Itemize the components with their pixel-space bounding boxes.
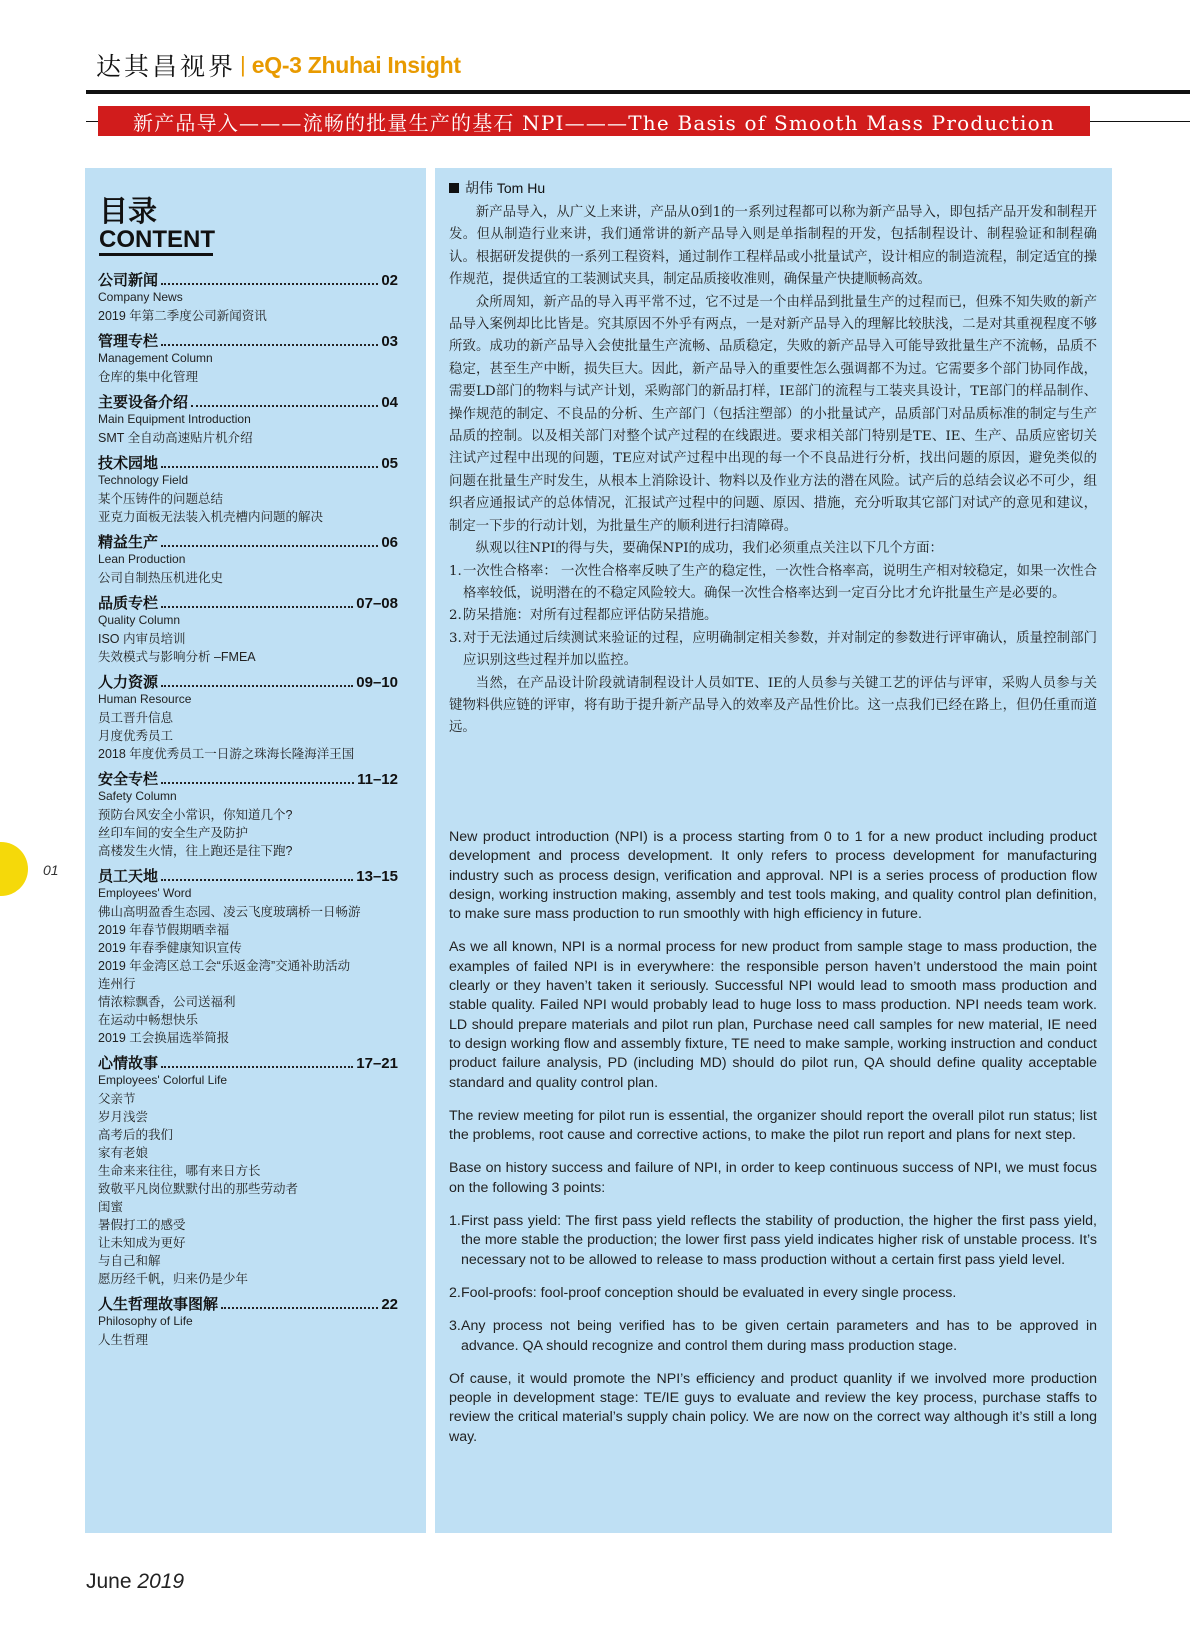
toc-entry-page: 02 xyxy=(381,272,398,289)
toc-entry-title: 精益生产 xyxy=(98,534,159,551)
toc-title-underline xyxy=(99,253,213,256)
toc-entry-heading xyxy=(98,394,398,412)
toc-entry[interactable] xyxy=(98,674,398,763)
toc-entry-title: 人生哲理故事图解 xyxy=(98,1296,219,1313)
toc-title-en: CONTENT xyxy=(99,226,215,253)
cn-closing: 当然，在产品设计阶段就请制程设计人员如TE、IE的人员参与关键工艺的评估与评审，采购人员参与关键物料供应链的评审，将有助于提升新产品导入的效率及产品性价比。这一点我们已经在路上，但仍任重而道远。 xyxy=(449,675,1097,736)
toc-entry-page: 06 xyxy=(381,534,398,551)
toc-subitem: 丝印车间的安全生产及防护 xyxy=(98,826,249,840)
toc-entry-en: Philosophy of Life xyxy=(98,1314,193,1328)
toc-leader-dots xyxy=(161,606,353,608)
en-paragraph: New product introduction (NPI) is a process starting from 0 to 1 for a new product including product development and process development. It only refers to process development for manufacturing industry such as process design, verification and approval. NPI is a series process of production flow design, working instruction making, assembly and test tools making, and quality control plan definition, to make sure mass production to run smoothly with high efficiency in future. xyxy=(449,829,1097,923)
cn-point-number: 2. xyxy=(449,608,462,624)
toc-entry-en: Main Equipment Introduction xyxy=(98,412,251,426)
magazine-title-cn: 达其昌视界 xyxy=(96,52,237,81)
toc-subitem: 2019 工会换届选举简报 xyxy=(98,1031,230,1045)
toc-subitem: 家有老娘 xyxy=(98,1146,149,1160)
cn-paragraph: 纵观以往NPI的得与失，要确保NPI的成功，我们必须重点关注以下几个方面： xyxy=(475,541,943,557)
toc-subitem: 高考后的我们 xyxy=(98,1128,174,1142)
page-marker-dot xyxy=(0,842,28,896)
en-paragraph: As we all known, NPI is a normal process for new product from sample stage to mass production, the examples of failed NPI is in everywhere: the responsible person haven’t understood the main point clearly or they haven’t taken it seriously. Successful NPI would lead to smooth mass production and stable quality. Failed NPI would probably lead to huge loss to mass production. NPI needs team work. LD should prepare materials and pilot run plan, Purchase need call samples for new material, IE need to design working flow and assembly fixture, TE need to make sample, working instruction and conduct product failure analysis, PD (including MD) should do pilot run, QA should define quality acceptable standard and quality control plan. xyxy=(449,939,1097,1091)
cn-point-text: 对于无法通过后续测试来验证的过程，应明确制定相关参数，并对制定的参数进行评审确认，质量控制部门应识别这些过程并加以监控。 xyxy=(463,630,1097,669)
article-panel xyxy=(435,168,1112,1533)
toc-leader-dots xyxy=(221,1307,378,1309)
cn-point-text: 防呆措施：对所有过程都应评估防呆措施。 xyxy=(463,608,718,624)
toc-subitem: 2019 年春节假期晒幸福 xyxy=(98,923,230,937)
toc-entry-heading xyxy=(98,1055,398,1073)
toc-entry-title: 心情故事 xyxy=(98,1055,159,1072)
toc-subitem: 2019 年春季健康知识宣传 xyxy=(98,941,242,955)
toc-entry-heading xyxy=(98,595,398,613)
toc-entry-title: 公司新闻 xyxy=(98,272,159,289)
article-body-en xyxy=(449,828,1097,1461)
toc-subitem: 在运动中畅想快乐 xyxy=(98,1013,199,1027)
byline xyxy=(449,178,545,198)
toc-entry-en: Human Resource xyxy=(98,692,192,706)
toc-entry-page: 13–15 xyxy=(356,868,398,885)
toc-entry-heading xyxy=(98,868,398,886)
toc-subitem: 预防台风安全小常识，你知道几个? xyxy=(98,808,293,822)
toc-entry-page: 11–12 xyxy=(357,771,398,788)
toc-subitem: 闺蜜 xyxy=(98,1200,124,1214)
toc-subitem: 让未知成为更好 xyxy=(98,1236,186,1250)
toc-entry-title: 员工天地 xyxy=(98,868,159,885)
toc-entry-title: 主要设备介绍 xyxy=(98,394,189,411)
en-paragraph: Base on history success and failure of NPI, in order to keep continuous success of NPI, we must focus on the following 3 points: xyxy=(449,1160,1097,1196)
toc-entry-page: 07–08 xyxy=(356,595,398,612)
footer-month: June xyxy=(86,1570,132,1593)
toc-subitem: 致敬平凡岗位默默付出的那些劳动者 xyxy=(98,1182,299,1196)
toc-subitem: 生命来来往往，哪有来日方长 xyxy=(98,1164,261,1178)
toc-entry-title: 技术园地 xyxy=(98,455,159,472)
toc-heading xyxy=(99,195,215,256)
en-paragraph: The review meeting for pilot run is essential, the organizer should report the overall pilot run status; list the problems, root cause and corrective actions, to make the pilot run report and plans for next step. xyxy=(449,1107,1097,1144)
cn-point xyxy=(449,605,1097,627)
toc-subitem: 员工晋升信息 xyxy=(98,711,174,725)
toc-leader-dots xyxy=(161,685,353,687)
toc-entry-title: 安全专栏 xyxy=(98,771,159,788)
footer-date xyxy=(86,1570,184,1594)
toc-entry[interactable] xyxy=(98,394,398,447)
toc-entry-en: Employees' Word xyxy=(98,886,192,900)
article-body-cn xyxy=(449,202,1097,740)
toc-entry-heading xyxy=(98,455,398,473)
toc-leader-dots xyxy=(161,879,353,881)
toc-subitem: SMT 全自动高速贴片机介绍 xyxy=(98,431,253,445)
cn-point xyxy=(449,561,1097,606)
en-point-number: 3. xyxy=(449,1318,461,1335)
toc-subitem: 佛山高明盈香生态园、凌云飞度玻璃桥一日畅游 xyxy=(98,905,361,919)
en-point-text: Fool-proofs: fool-proof conception should be evaluated in every single process. xyxy=(461,1284,957,1301)
toc-subitem: 连州行 xyxy=(98,977,136,991)
toc-subitem: 与自己和解 xyxy=(98,1254,161,1268)
footer-year: 2019 xyxy=(137,1570,185,1593)
toc-entry[interactable] xyxy=(98,1055,398,1288)
toc-entry-page: 09–10 xyxy=(356,674,398,691)
toc-subitem: 亚克力面板无法装入机壳槽内问题的解决 xyxy=(98,510,324,524)
header-rule xyxy=(86,90,1190,94)
toc-subitem: 2019 年第二季度公司新闻资讯 xyxy=(98,309,267,323)
toc-leader-dots xyxy=(161,283,378,285)
toc-entry-title: 管理专栏 xyxy=(98,333,159,350)
en-point-number: 1. xyxy=(449,1213,461,1230)
author-name: 胡伟 Tom Hu xyxy=(465,180,546,196)
toc-entry-en: Employees' Colorful Life xyxy=(98,1073,228,1087)
toc-subitem: 月度优秀员工 xyxy=(98,729,174,743)
toc-subitem: 高楼发生火情，往上跑还是往下跑? xyxy=(98,844,293,858)
toc-entry-heading xyxy=(98,771,398,789)
en-closing: Of cause, it would promote the NPI’s efficiency and product quanlity if we involved more production people in development stage: TE/IE guys to evaluate and review the key process, purchase staffs to review the critical material’s supply chain policy. We are now on the correct way although it’s still a long way. xyxy=(449,1370,1097,1445)
en-point-text: First pass yield: The first pass yield reflects the stability of production, the higher the first pass yield, the more stable the production; the lower first pass yield indicates higher risk of unstable process. It’s necessary not to be allowed to release to mass production without a certain first pass yield level. xyxy=(461,1213,1097,1268)
cn-point xyxy=(449,628,1097,673)
toc-entry-en: Safety Column xyxy=(98,789,177,803)
magazine-title-en: eQ-3 Zhuhai Insight xyxy=(251,51,461,78)
toc-subitem: 2018 年度优秀员工一日游之珠海长隆海洋王国 xyxy=(98,747,355,761)
title-separator: | xyxy=(240,52,246,77)
toc-subitem: 仓库的集中化管理 xyxy=(98,370,199,384)
masthead xyxy=(96,48,461,82)
toc-leader-dots xyxy=(161,466,378,468)
cn-paragraph: 新产品导入，从广义上来讲，产品从0到1的一系列过程都可以称为新产品导入，即包括产品开发和制程开发。但从制造行业来讲，我们通常讲的新产品导入则是单指制程的开发，包括制程设计、制程验证和制程确认。根据研发提供的一系列工程资料，通过制作工程样品或小批量试产，设计相应的制造流程，制定适宜的操作规范，提供适宜的工装测试夹具，制定品质接收准则，确保量产快捷顺畅高效。 xyxy=(449,205,1097,288)
toc-entry-heading xyxy=(98,534,398,552)
toc-entry[interactable] xyxy=(98,771,398,860)
toc-entry-heading xyxy=(98,1296,398,1314)
toc-entry-page: 22 xyxy=(381,1296,398,1313)
toc-subitem: 情浓粽飘香，公司送福利 xyxy=(98,995,236,1009)
toc-entry[interactable] xyxy=(98,595,398,666)
toc-entry-heading xyxy=(98,333,398,351)
toc-subitem: 人生哲理 xyxy=(98,1333,149,1347)
toc-subitem: 愿历经千帆，归来仍是少年 xyxy=(98,1272,249,1286)
toc-entry[interactable] xyxy=(98,868,398,1047)
en-point xyxy=(449,1284,1097,1303)
toc-entry-en: Technology Field xyxy=(98,473,189,487)
en-point xyxy=(449,1212,1097,1270)
toc-entry-page: 04 xyxy=(381,394,398,411)
cn-paragraph: 众所周知，新产品的导入再平常不过，它不过是一个由样品到批量生产的过程而已，但殊不知失败的新产品导入案例却比比皆是。究其原因不外乎有两点，一是对新产品导入的理解比较肤浅，二是对其重视程度不够所致。成功的新产品导入会使批量生产流畅、品质稳定，失败的新产品导入可能导致批量生产不流畅，品质不稳定，甚至生产中断，损失巨大。因此，新产品导入的重要性怎么强调都不为过。它需要多个部门协同作战，需要LD部门的物料与试产计划，采购部门的新品打样，IE部门的流程与工装夹具设计，TE部门的样品制作、操作规范的制定、不良品的分析、生产部门（包括注塑部）的小批量试产，品质部门对品质标准的制定与生产品质的控制。以及相关部门对整个试产过程的在线跟进。要求相关部门特别是TE、IE、生产、品质应密切关注试产过程中出现的问题，TE应对试产过程中出现的每一个不良品进行分析，找出问题的原因，避免类似的问题在批量生产时发生，从根本上消除设计、物料以及作业方法的潜在风险。试产后的总结会议必不可少，组织者应通报试产的总体情况，汇报试产过程中的问题、原因、措施，充分听取其它部门对试产的意见和建议，制定一下步的行动计划，为批量生产的顺利进行扫清障碍。 xyxy=(449,294,1097,534)
byline-square-icon xyxy=(449,183,459,193)
en-point xyxy=(449,1317,1097,1356)
toc-leader-dots xyxy=(161,545,378,547)
toc-subitem: ISO 内审员培训 xyxy=(98,632,186,646)
toc-entry-heading xyxy=(98,272,398,290)
toc-entry[interactable] xyxy=(98,272,398,325)
toc-entry[interactable] xyxy=(98,333,398,386)
toc-entry[interactable] xyxy=(98,455,398,526)
toc-list xyxy=(98,272,398,1357)
toc-entry-heading xyxy=(98,674,398,692)
en-point-number: 2. xyxy=(449,1284,461,1301)
toc-entry-en: Lean Production xyxy=(98,552,186,566)
toc-entry-title: 品质专栏 xyxy=(98,595,159,612)
toc-entry-en: Company News xyxy=(98,290,183,304)
en-point-text: Any process not being verified has to be given certain parameters and has to be approved in advance. QA should recognize and control them during mass production stage. xyxy=(461,1318,1097,1354)
cn-point-number: 1. xyxy=(449,563,462,579)
toc-subitem: 2019 年金湾区总工会“乐返金湾”交通补助活动 xyxy=(98,959,351,973)
toc-entry-title: 人力资源 xyxy=(98,674,159,691)
page-number: 01 xyxy=(43,862,59,878)
toc-subitem: 公司自制热压机进化史 xyxy=(98,571,224,585)
toc-entry[interactable] xyxy=(98,1296,398,1349)
toc-subitem: 失效模式与影响分析 –FMEA xyxy=(98,650,256,664)
cn-point-text: 一次性合格率： 一次性合格率反映了生产的稳定性，一次性合格率高，说明生产相对较稳定，如果一次性合格率较低，说明潜在的不稳定风险较大。确保一次性合格率达到一定百分比才允许批量生产是必要的。 xyxy=(463,563,1097,601)
article-banner: 新产品导入———流畅的批量生产的基石 NPI———The Basis of Smooth Mass Production xyxy=(98,106,1090,136)
toc-leader-dots xyxy=(161,344,378,346)
toc-subitem: 暑假打工的感受 xyxy=(98,1218,186,1232)
toc-panel xyxy=(85,168,426,1533)
toc-entry-en: Quality Column xyxy=(98,613,181,627)
toc-title-cn: 目录 xyxy=(99,194,158,228)
toc-entry-page: 17–21 xyxy=(356,1055,398,1072)
toc-entry[interactable] xyxy=(98,534,398,587)
toc-subitem: 父亲节 xyxy=(98,1092,136,1106)
toc-entry-en: Management Column xyxy=(98,351,213,365)
cn-point-number: 3. xyxy=(449,630,462,646)
toc-entry-page: 05 xyxy=(381,455,398,472)
toc-entry-page: 03 xyxy=(381,333,398,350)
toc-subitem: 岁月浅尝 xyxy=(98,1110,149,1124)
toc-leader-dots xyxy=(161,782,354,784)
toc-subitem: 某个压铸件的问题总结 xyxy=(98,492,224,506)
toc-leader-dots xyxy=(161,1066,353,1068)
toc-leader-dots xyxy=(191,405,378,407)
